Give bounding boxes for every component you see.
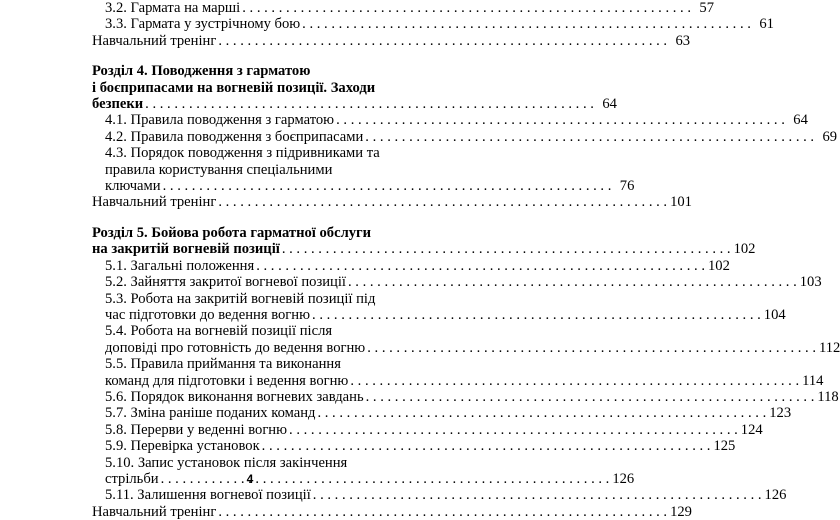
toc-entry-page: 126 xyxy=(764,487,787,504)
leader-dots xyxy=(163,178,612,194)
leader-dots xyxy=(145,96,594,112)
leader-dots xyxy=(312,307,761,323)
toc-entry-3-3 xyxy=(92,16,774,33)
section-4-heading-line: і боєприпасами на вогневій позиції. Заходи xyxy=(92,79,376,96)
toc-entry-title: ключами xyxy=(105,178,161,195)
toc-entry-4-3-line: 4.3. Порядок поводження з підривниками та xyxy=(105,145,380,162)
toc-entry-title: Навчальний тренінг xyxy=(92,32,217,49)
leader-dots xyxy=(348,274,797,290)
toc-entry-page: 126 xyxy=(612,470,635,487)
toc-entry-5-2 xyxy=(92,274,822,291)
toc-entry-5-11 xyxy=(92,487,787,504)
toc-entry-page: 76 xyxy=(619,178,635,195)
toc-entry-5-6 xyxy=(92,388,839,405)
section-gap xyxy=(92,211,398,225)
toc-entry-page: 112 xyxy=(818,339,840,356)
toc-entry-3-2 xyxy=(92,0,714,16)
toc-entry-5-5-last xyxy=(92,372,824,389)
toc-entry-page: 124 xyxy=(740,421,763,438)
toc-entry-title: безпеки xyxy=(92,96,144,113)
toc-entry-page: 61 xyxy=(759,16,774,33)
leader-dots xyxy=(350,373,799,389)
toc-entry-title: Навчальний тренінг xyxy=(92,194,217,211)
toc-entry-title: стрільби xyxy=(105,470,159,487)
leader-dots xyxy=(256,258,705,274)
toc-entry-4-3-line: правила користування спеціальними xyxy=(105,161,333,178)
toc-entry-title: 3.2. Гармата на марші xyxy=(105,0,241,16)
toc-entry-title: на закритій вогневій позиції xyxy=(92,241,280,258)
toc-entry-title: 3.3. Гармата у зустрічному бою xyxy=(105,16,301,33)
toc-entry-title: 5.7. Зміна раніше поданих команд xyxy=(105,405,316,422)
toc-entry-title: 5.8. Перерви у веденні вогню xyxy=(105,421,288,438)
toc-entry-5-8 xyxy=(92,421,763,438)
toc-entry-page: 104 xyxy=(763,306,786,323)
leader-dots xyxy=(218,504,667,520)
leader-dots xyxy=(302,16,751,32)
leader-dots xyxy=(313,487,762,503)
toc-entry-5-3-last xyxy=(92,306,786,323)
toc-entry-page: 123 xyxy=(769,405,792,422)
section-gap xyxy=(92,49,398,63)
toc-entry-training-3 xyxy=(92,32,691,49)
leader-dots xyxy=(218,33,667,49)
toc-entry-training-5 xyxy=(92,503,692,520)
leader-dots xyxy=(289,422,738,438)
leader-dots xyxy=(367,340,816,356)
leader-dots xyxy=(365,129,814,145)
toc-entry-title: доповіді про готовність до ведення вогню xyxy=(105,339,366,356)
toc-entry-page: 64 xyxy=(793,112,808,129)
toc-entry-page: 102 xyxy=(733,241,756,258)
toc-entry-page: 125 xyxy=(713,438,736,455)
toc-entry-page: 103 xyxy=(799,274,822,291)
toc-entry-page: 57 xyxy=(699,0,714,16)
section-5-heading-line: Розділ 5. Бойова робота гарматної обслуги xyxy=(92,224,372,241)
leader-dots xyxy=(317,405,766,421)
leader-dots xyxy=(336,112,785,128)
toc-entry-page: 102 xyxy=(707,257,730,274)
toc-entry-page: 114 xyxy=(802,372,824,389)
toc-entry-title: команд для підготовки і ведення вогню xyxy=(105,372,349,389)
toc-entry-page: 129 xyxy=(670,503,692,520)
toc-entry-5-3-line: 5.3. Робота на закритій вогневій позиції під xyxy=(105,290,376,307)
page-number: 4 xyxy=(246,472,254,486)
leader-dots xyxy=(242,0,691,16)
toc-entry-title: 5.6. Порядок виконання вогневих завдань xyxy=(105,388,364,405)
toc-entry-5-9 xyxy=(92,438,736,455)
section-4-heading-line: Розділ 4. Поводження з гарматою xyxy=(92,63,311,80)
toc-entry-4-3-last xyxy=(92,178,635,195)
toc-entry-5-1 xyxy=(92,257,730,274)
toc-entry-4-2 xyxy=(92,128,838,145)
toc-entry-title: 5.2. Зайняття закритої вогневої позиції xyxy=(105,274,346,291)
leader-dots xyxy=(218,194,667,210)
toc-entry-5-4-line: 5.4. Робота на вогневій позиції після xyxy=(105,323,333,340)
toc-entry-page: 101 xyxy=(670,194,692,211)
toc-entry-4-1 xyxy=(92,112,808,129)
toc-entry-title: 4.1. Правила поводження з гарматою xyxy=(105,112,335,129)
toc-entry-training-4 xyxy=(92,194,692,211)
table-of-contents xyxy=(92,0,840,520)
leader-dots xyxy=(262,438,711,454)
toc-entry-page: 63 xyxy=(675,32,691,49)
toc-entry-5-7 xyxy=(92,405,792,422)
toc-entry-title: час підготовки до ведення вогню xyxy=(105,306,311,323)
section-5-heading-last xyxy=(92,241,756,258)
toc-entry-title: 5.1. Загальні положення xyxy=(105,257,255,274)
toc-entry-page: 64 xyxy=(602,96,617,113)
toc-entry-5-5-line: 5.5. Правила приймання та виконання xyxy=(105,356,341,373)
toc-entry-title: 4.2. Правила поводження з боєприпасами xyxy=(105,128,364,145)
toc-entry-title: 5.11. Залишення вогневої позиції xyxy=(105,487,311,504)
toc-entry-page: 69 xyxy=(822,128,838,145)
toc-entry-5-10-line: 5.10. Запис установок після закінчення xyxy=(105,454,348,471)
toc-entry-page: 118 xyxy=(817,388,839,405)
section-4-heading-last xyxy=(92,96,617,113)
toc-entry-5-4-last xyxy=(92,339,840,356)
toc-entry-title: 5.9. Перевірка установок xyxy=(105,438,260,455)
leader-dots xyxy=(366,389,815,405)
toc-entry-title: Навчальний тренінг xyxy=(92,503,217,520)
leader-dots xyxy=(282,241,731,257)
